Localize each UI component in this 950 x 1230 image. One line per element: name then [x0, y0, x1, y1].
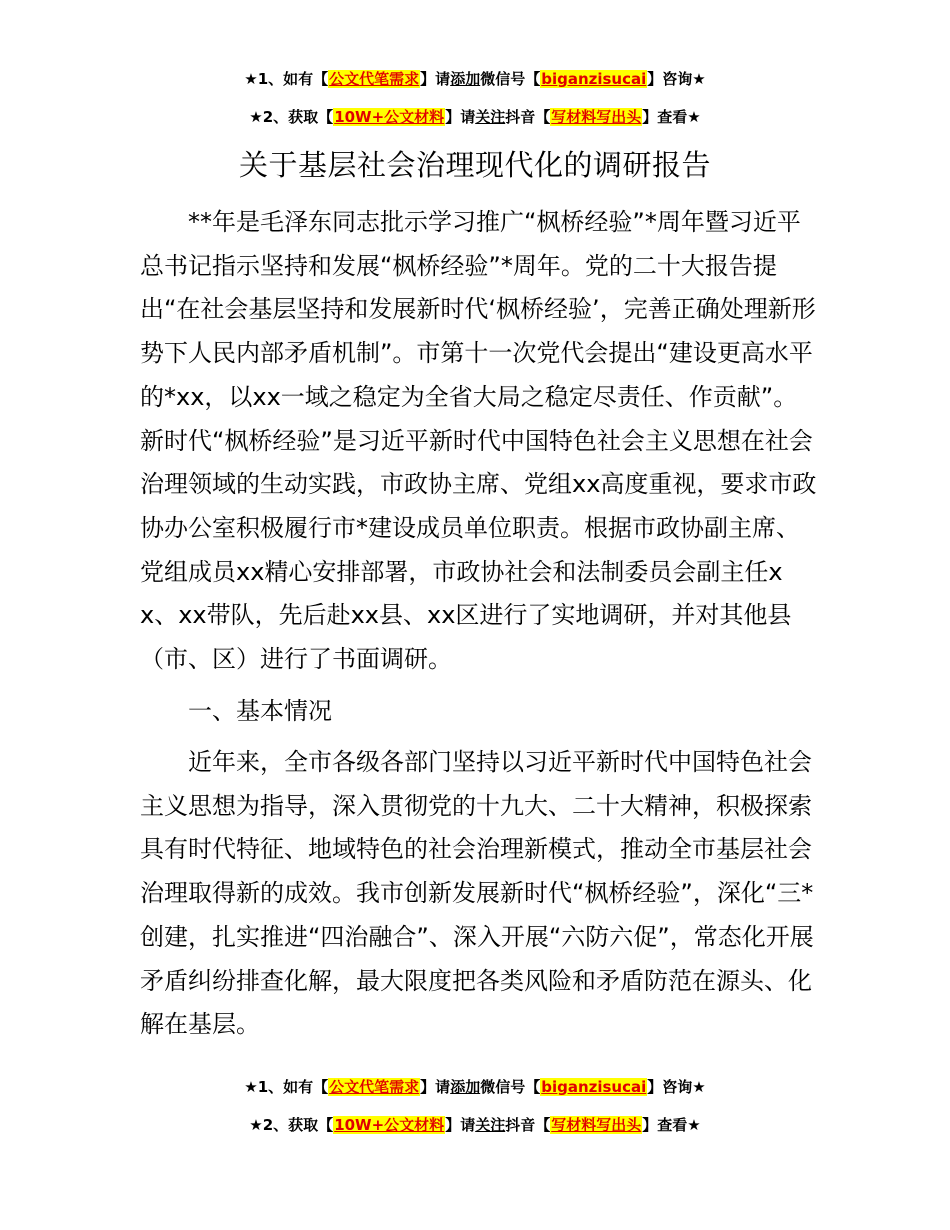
- document-title: 关于基层社会治理现代化的调研报告: [238, 148, 711, 182]
- banner-highlight: 公文代笔需求: [329, 1078, 420, 1096]
- banner-text: 】请: [445, 108, 476, 126]
- banner-text: 】咨询★: [647, 1078, 706, 1096]
- banner-text: 微信号【: [480, 1078, 541, 1096]
- banner-text: ★1、如有【: [244, 70, 329, 88]
- banner-text: 】咨询★: [647, 70, 706, 88]
- banner-text: 】查看★: [642, 1116, 701, 1134]
- banner-text: 】请: [420, 1078, 451, 1096]
- wechat-id-highlight: biganzisucai: [541, 70, 647, 88]
- wechat-id-highlight: biganzisucai: [541, 1078, 647, 1096]
- banner-underlined-text: 添加: [450, 1078, 481, 1096]
- promo-banner-bottom-line2: [0, 1114, 950, 1136]
- banner-underlined-text: 添加: [450, 70, 481, 88]
- intro-paragraph: **年是毛泽东同志批示学习推广“枫桥经验”*周年暨习近平总书记指示坚持和发展“枫桥经验”*周年。党的二十大报告提出“在社会基层坚持和发展新时代‘枫桥经验’，完善正确处理新形势下人民内部矛盾机制”。市第十一次党代会提出“建设更高水平的*xx，以xx一域之稳定为全省大局之稳定尽责任、作贡献”。新时代“枫桥经验”是习近平新时代中国特色社会主义思想在社会治理领域的生动实践，市政协主席、党组xx高度重视，要求市政协办公室积极履行市*建设成员单位职责。根据市政协副主席、党组成员xx精心安排部署，市政协社会和法制委员会副主任xx、xx带队，先后赴xx县、xx区进行了实地调研，并对其他县（市、区）进行了书面调研。: [140, 208, 817, 674]
- douyin-account-highlight: 写材料写出头: [551, 1116, 642, 1134]
- banner-text: 抖音【: [505, 108, 551, 126]
- banner-text: 】查看★: [642, 108, 701, 126]
- banner-text: 】请: [445, 1116, 476, 1134]
- banner-text: ★2、获取【: [249, 1116, 334, 1134]
- banner-highlight: 10W+公文材料: [334, 108, 445, 126]
- section-heading: 一、基本情况: [188, 697, 332, 725]
- banner-underlined-text: 关注: [475, 108, 506, 126]
- promo-banner-top-line1: [0, 68, 950, 90]
- banner-text: ★2、获取【: [249, 108, 334, 126]
- banner-text: 抖音【: [505, 1116, 551, 1134]
- banner-highlight: 10W+公文材料: [334, 1116, 445, 1134]
- douyin-account-highlight: 写材料写出头: [551, 108, 642, 126]
- promo-banner-bottom-line1: [0, 1076, 950, 1098]
- section-paragraph: 近年来，全市各级各部门坚持以习近平新时代中国特色社会主义思想为指导，深入贯彻党的十九大、二十大精神，积极探索具有时代特征、地域特色的社会治理新模式，推动全市基层社会治理取得新的成效。我市创新发展新时代“枫桥经验”，深化“三*创建，扎实推进“四治融合”、深入开展“六防六促”，常态化开展矛盾纠纷排查化解，最大限度把各类风险和矛盾防范在源头、化解在基层。: [140, 748, 814, 1039]
- banner-text: 】请: [420, 70, 451, 88]
- banner-text: ★1、如有【: [244, 1078, 329, 1096]
- banner-text: 微信号【: [480, 70, 541, 88]
- banner-underlined-text: 关注: [475, 1116, 506, 1134]
- banner-highlight: 公文代笔需求: [329, 70, 420, 88]
- promo-banner-top-line2: [0, 106, 950, 128]
